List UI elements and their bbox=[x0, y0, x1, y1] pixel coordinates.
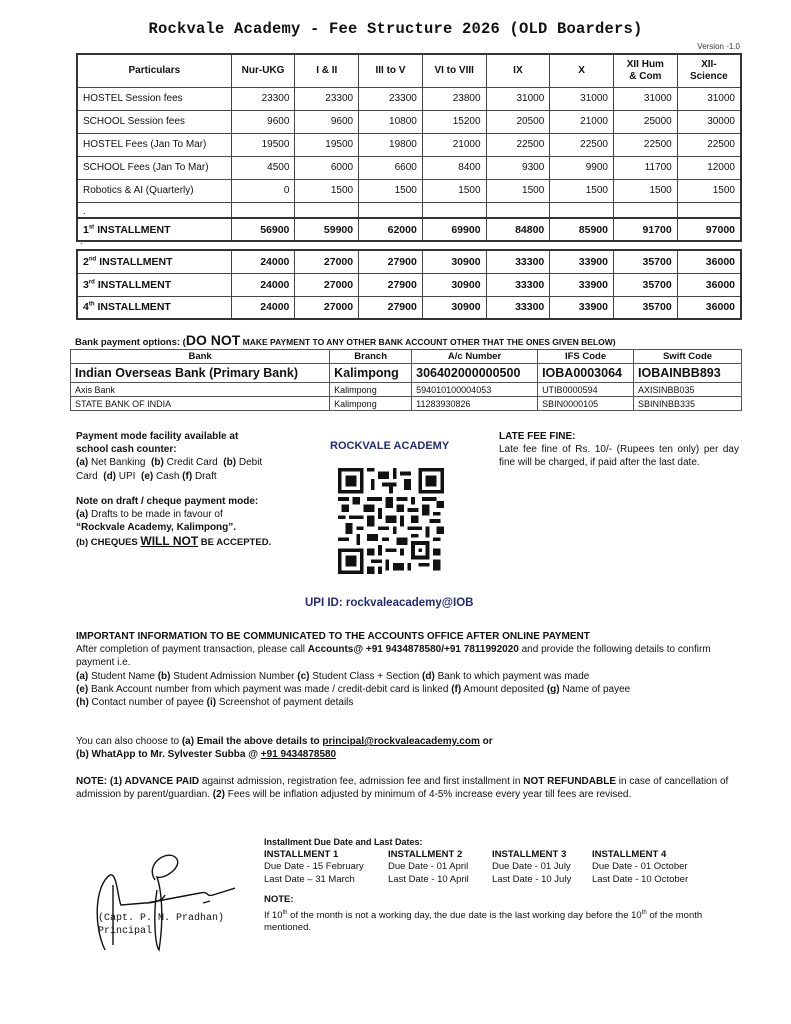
fee-cell: 25000 bbox=[613, 110, 677, 133]
schedule-title: INSTALLMENT 4 bbox=[592, 848, 667, 860]
item-key: (d) bbox=[422, 670, 435, 682]
item-key: (b) bbox=[157, 670, 171, 682]
item-key: (d) bbox=[103, 470, 117, 482]
installment-number: 2 bbox=[83, 255, 89, 268]
item-key: (g) bbox=[546, 683, 560, 695]
fee-cell: 11700 bbox=[613, 156, 677, 179]
fee-cell: 6000 bbox=[295, 156, 359, 179]
fee-cell: 1500 bbox=[677, 179, 741, 202]
page-title: Rockvale Academy - Fee Structure 2026 (OLD Boarders) bbox=[148, 20, 643, 38]
schedule-columns bbox=[264, 849, 734, 887]
important-info-section bbox=[76, 630, 746, 709]
item-text: Bank to which payment was made bbox=[434, 670, 590, 682]
installment-amount: 35700 bbox=[613, 296, 677, 319]
installment-number: 4 bbox=[83, 301, 89, 314]
email-option bbox=[76, 735, 746, 748]
col-header: IFS Code bbox=[538, 350, 634, 364]
draft-payee-name: “Rockvale Academy, Kalimpong”. bbox=[76, 522, 237, 534]
cheque-note bbox=[76, 535, 286, 549]
bank-table bbox=[70, 349, 742, 411]
bank-cell: Axis Bank bbox=[71, 383, 330, 397]
fee-cell: 8400 bbox=[422, 156, 486, 179]
fee-cell: 30000 bbox=[677, 110, 741, 133]
bank-row bbox=[71, 383, 742, 397]
fee-cell: 22500 bbox=[486, 133, 550, 156]
fee-cell: 31000 bbox=[613, 87, 677, 110]
draft-note-heading: Note on draft / cheque payment mode: bbox=[76, 495, 259, 507]
upi-qr-code-icon bbox=[338, 468, 444, 574]
fee-cell: 31000 bbox=[677, 87, 741, 110]
bank-cell: 306402000000500 bbox=[412, 364, 538, 383]
due-date: Due Date - 01 April bbox=[388, 861, 469, 872]
item-key: (c) bbox=[297, 670, 310, 682]
due-date: Due Date - 01 July bbox=[492, 861, 571, 872]
row-label: HOSTEL Fees (Jan To Mar) bbox=[77, 133, 231, 156]
fee-cell: 23800 bbox=[422, 87, 486, 110]
installments-table bbox=[76, 249, 742, 320]
note-emphasis: NOT REFUNDABLE bbox=[523, 776, 616, 787]
installment-label bbox=[77, 296, 231, 319]
installment-amount: 33300 bbox=[486, 250, 550, 273]
important-items-line bbox=[76, 683, 746, 696]
fee-cell: 12000 bbox=[677, 156, 741, 179]
row-label: SCHOOL Session fees bbox=[77, 110, 231, 133]
installment-ordinal: rd bbox=[88, 279, 95, 285]
table-row-installment bbox=[77, 250, 741, 273]
bank-heading-emphasis: DO NOT bbox=[185, 332, 241, 348]
installment-text: INSTALLMENT bbox=[97, 223, 171, 236]
installment-text: INSTALLMENT bbox=[97, 301, 171, 314]
spacer-row bbox=[77, 202, 741, 218]
bank-heading-prefix: Bank payment options: ( bbox=[75, 337, 186, 348]
installment-amount: 91700 bbox=[613, 218, 677, 241]
col-header: I & II bbox=[295, 54, 359, 87]
due-date: Due Date - 15 February bbox=[264, 861, 364, 872]
item-key: (h) bbox=[76, 697, 89, 709]
col-header: X bbox=[550, 54, 614, 87]
bank-cell: Kalimpong bbox=[330, 364, 412, 383]
table-row bbox=[77, 110, 741, 133]
fee-cell: 0 bbox=[231, 179, 295, 202]
installment-amount: 33900 bbox=[550, 273, 614, 296]
bank-cell: 11283930826 bbox=[412, 397, 538, 411]
installment-amount: 59900 bbox=[295, 218, 359, 241]
installment-amount: 24000 bbox=[231, 250, 295, 273]
bank-table-header bbox=[71, 350, 742, 364]
installment-label bbox=[77, 250, 231, 273]
installment-amount: 27000 bbox=[295, 273, 359, 296]
installment-ordinal: th bbox=[88, 301, 95, 308]
table-row bbox=[77, 87, 741, 110]
important-items-line bbox=[76, 670, 746, 683]
installment-amount: 33900 bbox=[550, 250, 614, 273]
contact-text: (a) Email the above details to bbox=[181, 736, 323, 747]
note-label: NOTE: (1) ADVANCE PAID bbox=[76, 776, 200, 787]
version-label: Version -1.0 bbox=[697, 42, 740, 51]
row-label: SCHOOL Fees (Jan To Mar) bbox=[77, 156, 231, 179]
note-text: Fees will be inflation adjusted by minimum of 4-5% increase every year till fees are revised. bbox=[224, 789, 632, 801]
col-header: Particulars bbox=[77, 54, 231, 87]
item-text: BE ACCEPTED. bbox=[198, 537, 272, 549]
installment-amount: 36000 bbox=[677, 250, 741, 273]
col-header: Nur-UKG bbox=[231, 54, 295, 87]
installment-amount: 97000 bbox=[677, 218, 741, 241]
signatory bbox=[98, 912, 224, 938]
payment-mode: Debit Card bbox=[76, 457, 265, 482]
last-date: Last Date - 10 July bbox=[492, 873, 572, 885]
schedule-installment bbox=[592, 849, 722, 887]
payment-mode: Cash bbox=[153, 470, 183, 482]
intro-text: After completion of payment transaction, please call bbox=[76, 644, 308, 656]
late-fee-heading: LATE FEE FINE: bbox=[499, 431, 576, 442]
fee-cell: 9600 bbox=[295, 110, 359, 133]
installment-amount: 85900 bbox=[550, 218, 614, 241]
item-text: Screenshot of payment details bbox=[216, 697, 354, 709]
item-key: (e) bbox=[76, 683, 89, 695]
installment-amount: 30900 bbox=[422, 273, 486, 296]
fee-cell: 31000 bbox=[550, 87, 614, 110]
fee-cell: 23300 bbox=[295, 87, 359, 110]
schedule-installment bbox=[492, 849, 592, 887]
note-text: in case of cancellation of admission by parent/guardian. bbox=[76, 776, 729, 801]
whatsapp-option bbox=[76, 748, 746, 761]
fee-cell: 4500 bbox=[231, 156, 295, 179]
table-row-installment bbox=[77, 296, 741, 319]
upi-id: UPI ID: rockvaleacademy@IOB bbox=[305, 597, 474, 609]
refund-note bbox=[76, 775, 744, 801]
item-key: (f) bbox=[451, 683, 462, 695]
whatsapp-phone-link[interactable]: +91 9434878580 bbox=[260, 749, 337, 761]
installment-text: INSTALLMENT bbox=[97, 278, 172, 291]
installment-number: 1 bbox=[83, 223, 89, 236]
draft-note-a bbox=[76, 508, 286, 521]
fee-cell: 1500 bbox=[295, 179, 359, 202]
contact-text: or bbox=[479, 736, 493, 747]
col-header: VI to VIII bbox=[422, 54, 486, 87]
fee-cell: 6600 bbox=[359, 156, 423, 179]
last-date: Last Date - 10 April bbox=[388, 873, 469, 885]
note-emphasis: (2) bbox=[212, 789, 225, 801]
schedule-installment bbox=[264, 849, 388, 887]
note-text: against admission, registration fee, admission fee and first installment in bbox=[199, 776, 524, 787]
item-key: (b) bbox=[151, 457, 164, 469]
installment-amount: 36000 bbox=[677, 296, 741, 319]
header-line: XII Hum bbox=[626, 58, 664, 70]
fee-cell: 20500 bbox=[486, 110, 550, 133]
installment-amount: 27000 bbox=[295, 250, 359, 273]
table-row bbox=[77, 133, 741, 156]
schedule-title: INSTALLMENT 1 bbox=[264, 848, 339, 860]
note-sup: th bbox=[282, 909, 288, 916]
last-date: Last Date - 10 October bbox=[592, 873, 689, 885]
header-line: Science bbox=[689, 70, 728, 82]
spacer-dot: . bbox=[77, 202, 231, 218]
fee-cell: 1500 bbox=[486, 179, 550, 202]
note-text: of the month mentioned. bbox=[264, 909, 703, 934]
note-text: of the month is not a working day, the due date is the last working day before the 10 bbox=[287, 909, 642, 921]
installment-amount: 27900 bbox=[359, 250, 423, 273]
fee-cell: 19800 bbox=[359, 133, 423, 156]
bank-row-primary bbox=[71, 364, 742, 383]
spacer-dot: . bbox=[80, 236, 83, 246]
table-row bbox=[77, 156, 741, 179]
fee-cell: 10800 bbox=[359, 110, 423, 133]
item-text: Bank Account number from which payment was made / credit-debit card is linked bbox=[88, 683, 452, 695]
schedule-title: INSTALLMENT 3 bbox=[492, 848, 567, 860]
fee-cell: 23300 bbox=[231, 87, 295, 110]
cheque-emphasis: WILL NOT bbox=[140, 534, 199, 549]
item-text: Name of payee bbox=[559, 683, 631, 695]
item-text: Student Name bbox=[88, 670, 158, 682]
bank-cell: Kalimpong bbox=[330, 383, 412, 397]
bank-cell: Kalimpong bbox=[330, 397, 412, 411]
bank-cell: AXISINBB035 bbox=[634, 383, 742, 397]
bank-cell: 594010100004053 bbox=[412, 383, 538, 397]
item-text: Amount deposited bbox=[461, 683, 547, 695]
installment-amount: 24000 bbox=[231, 296, 295, 319]
bank-cell: SBIN0000105 bbox=[538, 397, 634, 411]
item-text: Student Admission Number bbox=[170, 670, 298, 682]
last-date: Last Date – 31 March bbox=[264, 873, 355, 885]
fee-cell: 21000 bbox=[422, 133, 486, 156]
table-row-first-installment bbox=[77, 218, 741, 241]
fee-cell: 1500 bbox=[422, 179, 486, 202]
installment-amount: 84800 bbox=[486, 218, 550, 241]
bank-cell: IOBA0003064 bbox=[538, 364, 634, 383]
item-key: (b) bbox=[223, 457, 237, 469]
important-info-intro bbox=[76, 643, 746, 669]
important-items-line bbox=[76, 696, 746, 709]
note-sup: th bbox=[641, 909, 647, 916]
payment-mode: Draft bbox=[192, 470, 217, 482]
col-header: Branch bbox=[330, 350, 412, 364]
installment-amount: 36000 bbox=[677, 273, 741, 296]
installment-amount: 35700 bbox=[613, 273, 677, 296]
signatory-name: (Capt. P. M. Pradhan) bbox=[98, 913, 225, 924]
late-fee-text: Late fee fine of Rs. 10/- (Rupees ten only) per day fine will be charged, if paid after the last date. bbox=[499, 444, 739, 469]
intro-text: and provide the following details to confirm payment i.e. bbox=[76, 644, 711, 669]
fee-cell: 1500 bbox=[550, 179, 614, 202]
installment-ordinal: nd bbox=[88, 256, 97, 263]
item-key: (a) bbox=[76, 509, 89, 521]
installment-amount: 24000 bbox=[231, 273, 295, 296]
installment-amount: 27000 bbox=[295, 296, 359, 319]
row-label: HOSTEL Session fees bbox=[77, 87, 231, 110]
payment-modes-heading: school cash counter: bbox=[76, 444, 177, 456]
table-row-installment bbox=[77, 273, 741, 296]
item-key: (i) bbox=[206, 697, 217, 709]
payment-modes-list bbox=[76, 456, 286, 482]
col-header: Bank bbox=[71, 350, 330, 364]
fee-cell: 9900 bbox=[550, 156, 614, 179]
bank-cell: Indian Overseas Bank (Primary Bank) bbox=[71, 364, 330, 383]
signatory-role: Principal bbox=[98, 926, 153, 937]
installment-amount: 33300 bbox=[486, 273, 550, 296]
schedule-title: INSTALLMENT 2 bbox=[388, 848, 463, 860]
fee-cell: 22500 bbox=[613, 133, 677, 156]
fee-cell: 19500 bbox=[295, 133, 359, 156]
accounts-phone: Accounts@ +91 9434878580/+91 7811992020 bbox=[307, 644, 519, 656]
installment-amount: 56900 bbox=[231, 218, 295, 241]
schedule-note-heading: NOTE: bbox=[264, 894, 294, 905]
payment-modes-section bbox=[76, 430, 286, 550]
installment-amount: 33300 bbox=[486, 296, 550, 319]
contact-section bbox=[76, 735, 746, 761]
fee-cell: 19500 bbox=[231, 133, 295, 156]
installment-text: INSTALLMENT bbox=[99, 255, 173, 268]
bank-cell: STATE BANK OF INDIA bbox=[71, 397, 330, 411]
col-header: A/c Number bbox=[412, 350, 538, 364]
item-key: (f) bbox=[182, 470, 193, 482]
fee-table-header bbox=[77, 54, 741, 87]
item-text: Contact number of payee bbox=[88, 697, 207, 709]
bank-heading bbox=[75, 332, 616, 348]
installment-label bbox=[77, 218, 231, 241]
item-key: (a) bbox=[76, 457, 89, 469]
installment-amount: 27900 bbox=[359, 296, 423, 319]
bank-cell: SBININBB335 bbox=[634, 397, 742, 411]
schedule-note-text bbox=[264, 907, 734, 935]
installment-amount: 33900 bbox=[550, 296, 614, 319]
item-text: Student Class + Section bbox=[309, 670, 423, 682]
fee-cell: 21000 bbox=[550, 110, 614, 133]
contact-text: You can also choose to bbox=[76, 736, 182, 747]
row-label: Robotics & AI (Quarterly) bbox=[77, 179, 231, 202]
installment-amount: 62000 bbox=[359, 218, 423, 241]
fee-cell: 31000 bbox=[486, 87, 550, 110]
col-header bbox=[613, 54, 677, 87]
fee-cell: 1500 bbox=[359, 179, 423, 202]
schedule-installment bbox=[388, 849, 492, 887]
fee-cell: 9600 bbox=[231, 110, 295, 133]
item-key: (e) bbox=[141, 470, 154, 482]
installment-schedule bbox=[264, 836, 734, 935]
fee-cell: 9300 bbox=[486, 156, 550, 179]
col-header: III to V bbox=[359, 54, 423, 87]
installment-amount: 27900 bbox=[359, 273, 423, 296]
header-line: & Com bbox=[629, 70, 662, 82]
contact-text: (b) WhatApp to Mr. Sylvester Subba @ bbox=[76, 749, 261, 761]
bank-row bbox=[71, 397, 742, 411]
bank-cell: UTIB0000594 bbox=[538, 383, 634, 397]
note-text: If 10 bbox=[264, 909, 283, 921]
payment-mode: UPI bbox=[116, 470, 142, 482]
header-line: XII- bbox=[701, 58, 717, 70]
principal-email-link[interactable]: principal@rockvaleacademy.com bbox=[322, 736, 480, 747]
bank-heading-suffix: MAKE PAYMENT TO ANY OTHER BANK ACCOUNT OTHER THAT THE ONES GIVEN BELOW) bbox=[240, 337, 616, 347]
fee-cell: 22500 bbox=[550, 133, 614, 156]
col-header: IX bbox=[486, 54, 550, 87]
installment-amount: 30900 bbox=[422, 250, 486, 273]
payment-mode: Net Banking bbox=[88, 457, 152, 469]
fee-cell: 22500 bbox=[677, 133, 741, 156]
payment-modes-heading: Payment mode facility available at bbox=[76, 431, 239, 442]
qr-title: ROCKVALE ACADEMY bbox=[330, 440, 450, 452]
installment-amount: 30900 bbox=[422, 296, 486, 319]
item-key: (a) bbox=[76, 670, 89, 682]
schedule-heading: Installment Due Date and Last Dates: bbox=[264, 837, 423, 847]
fee-cell: 1500 bbox=[613, 179, 677, 202]
col-header: Swift Code bbox=[634, 350, 742, 364]
installment-number: 3 bbox=[83, 278, 89, 291]
item-key: (b) CHEQUES bbox=[76, 537, 141, 549]
installment-label bbox=[77, 273, 231, 296]
installment-ordinal: st bbox=[88, 224, 95, 230]
item-text: Drafts to be made in favour of bbox=[88, 509, 223, 521]
bank-cell: IOBAINBB893 bbox=[634, 364, 742, 383]
installment-amount: 69900 bbox=[422, 218, 486, 241]
col-header bbox=[677, 54, 741, 87]
installment-amount: 35700 bbox=[613, 250, 677, 273]
late-fee-section bbox=[499, 430, 739, 470]
fee-table bbox=[76, 53, 742, 242]
fee-cell: 15200 bbox=[422, 110, 486, 133]
fee-cell: 23300 bbox=[359, 87, 423, 110]
payment-mode: Credit Card bbox=[163, 457, 224, 469]
table-row bbox=[77, 179, 741, 202]
due-date: Due Date - 01 October bbox=[592, 861, 688, 872]
principal-signature-icon bbox=[85, 845, 235, 955]
important-info-heading: IMPORTANT INFORMATION TO BE COMMUNICATED TO THE ACCOUNTS OFFICE AFTER ONLINE PAYMENT bbox=[76, 631, 590, 642]
